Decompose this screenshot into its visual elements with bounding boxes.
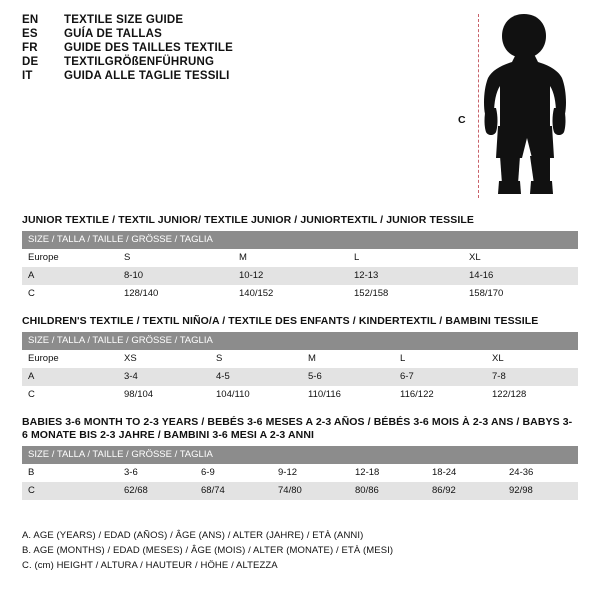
cell: 12-18 [349,464,426,482]
cell: 68/74 [195,482,272,500]
cell: 6-9 [195,464,272,482]
row-label: C [22,482,118,500]
cell: XL [463,249,578,267]
cell: 140/152 [233,285,348,303]
cell: 80/86 [349,482,426,500]
language-code: DE [22,56,39,68]
language-header [22,14,442,84]
cell: L [394,350,486,368]
language-code: ES [22,28,38,40]
language-code: IT [22,70,33,82]
table-header-row [22,446,578,464]
cell: 18-24 [426,464,503,482]
measurement-figure [450,8,590,203]
language-row [22,42,442,54]
cell: 116/122 [394,386,486,404]
section-junior [22,214,578,303]
table-row [22,386,578,404]
section-title: JUNIOR TEXTILE / TEXTIL JUNIOR/ TEXTILE JUNIOR / JUNIORTEXTIL / JUNIOR TESSILE [22,214,474,226]
cell: 12-13 [348,267,463,285]
row-label: A [22,267,118,285]
table-header-label: SIZE / TALLA / TAILLE / GRÖSSE / TAGLIA [22,332,578,350]
language-title: TEXTILE SIZE GUIDE [64,14,184,26]
table-row [22,267,578,285]
row-label: A [22,368,118,386]
cell: L [348,249,463,267]
language-code: FR [22,42,38,54]
language-row [22,56,442,68]
section-babies [22,416,578,500]
size-table-children [22,332,578,404]
cell: 3-4 [118,368,210,386]
cell: M [302,350,394,368]
table-row [22,464,578,482]
cell: 74/80 [272,482,349,500]
size-table-babies [22,446,578,500]
cell: 158/170 [463,285,578,303]
table-header-label: SIZE / TALLA / TAILLE / GRÖSSE / TAGLIA [22,446,578,464]
cell: 104/110 [210,386,302,404]
cell: S [210,350,302,368]
cell: 152/158 [348,285,463,303]
row-label: Europe [22,350,118,368]
footnote-b: B. AGE (MONTHS) / EDAD (MESES) / ÂGE (MOIS) / ALTER (MONATE) / ETÀ (MESI) [22,545,394,556]
cell: 7-8 [486,368,578,386]
language-code: EN [22,14,39,26]
cell: 122/128 [486,386,578,404]
language-title: GUIDA ALLE TAGLIE TESSILI [64,70,230,82]
table-header-label: SIZE / TALLA / TAILLE / GRÖSSE / TAGLIA [22,231,578,249]
child-silhouette-icon [472,8,582,203]
table-row [22,350,578,368]
cell: 6-7 [394,368,486,386]
table-row [22,368,578,386]
measure-label-c: C [458,114,466,126]
language-row [22,28,442,40]
cell: XL [486,350,578,368]
cell: 92/98 [503,482,578,500]
row-label: B [22,464,118,482]
cell: 24-36 [503,464,578,482]
cell: 98/104 [118,386,210,404]
cell: 86/92 [426,482,503,500]
cell: 9-12 [272,464,349,482]
section-title: BABIES 3-6 MONTH TO 2-3 YEARS / BEBÉS 3-6 MESES A 2-3 AÑOS / BÉBÉS 3-6 MOIS À 2-3 ANS / BABYS 3-6 MONATE BIS 2-3 JAHRE / BAMBINI 3-6 MESI A 2-3 ANNI [22,416,573,441]
cell: 3-6 [118,464,195,482]
cell: 4-5 [210,368,302,386]
cell: 10-12 [233,267,348,285]
cell: 110/116 [302,386,394,404]
cell: 128/140 [118,285,233,303]
cell: M [233,249,348,267]
table-row [22,482,578,500]
row-label: Europe [22,249,118,267]
footnote-c: C. (cm) HEIGHT / ALTURA / HAUTEUR / HÖHE / ALTEZZA [22,560,278,571]
table-header-row [22,231,578,249]
cell: XS [118,350,210,368]
cell: 8-10 [118,267,233,285]
language-title: GUIDE DES TAILLES TEXTILE [64,42,233,54]
section-children [22,315,578,404]
cell: 62/68 [118,482,195,500]
table-row [22,285,578,303]
cell: 14-16 [463,267,578,285]
section-title: CHILDREN'S TEXTILE / TEXTIL NIÑO/A / TEXTILE DES ENFANTS / KINDERTEXTIL / BAMBINI TESSILE [22,315,539,327]
size-table-junior [22,231,578,303]
language-row [22,70,442,82]
row-label: C [22,386,118,404]
row-label: C [22,285,118,303]
language-row [22,14,442,26]
table-header-row [22,332,578,350]
cell: S [118,249,233,267]
language-title: GUÍA DE TALLAS [64,28,162,40]
table-row [22,249,578,267]
footnotes [22,528,582,573]
cell: 5-6 [302,368,394,386]
language-title: TEXTILGRÖßENFÜHRUNG [64,56,215,68]
footnote-a: A. AGE (YEARS) / EDAD (AÑOS) / ÂGE (ANS) / ALTER (JAHRE) / ETÀ (ANNI) [22,530,364,541]
